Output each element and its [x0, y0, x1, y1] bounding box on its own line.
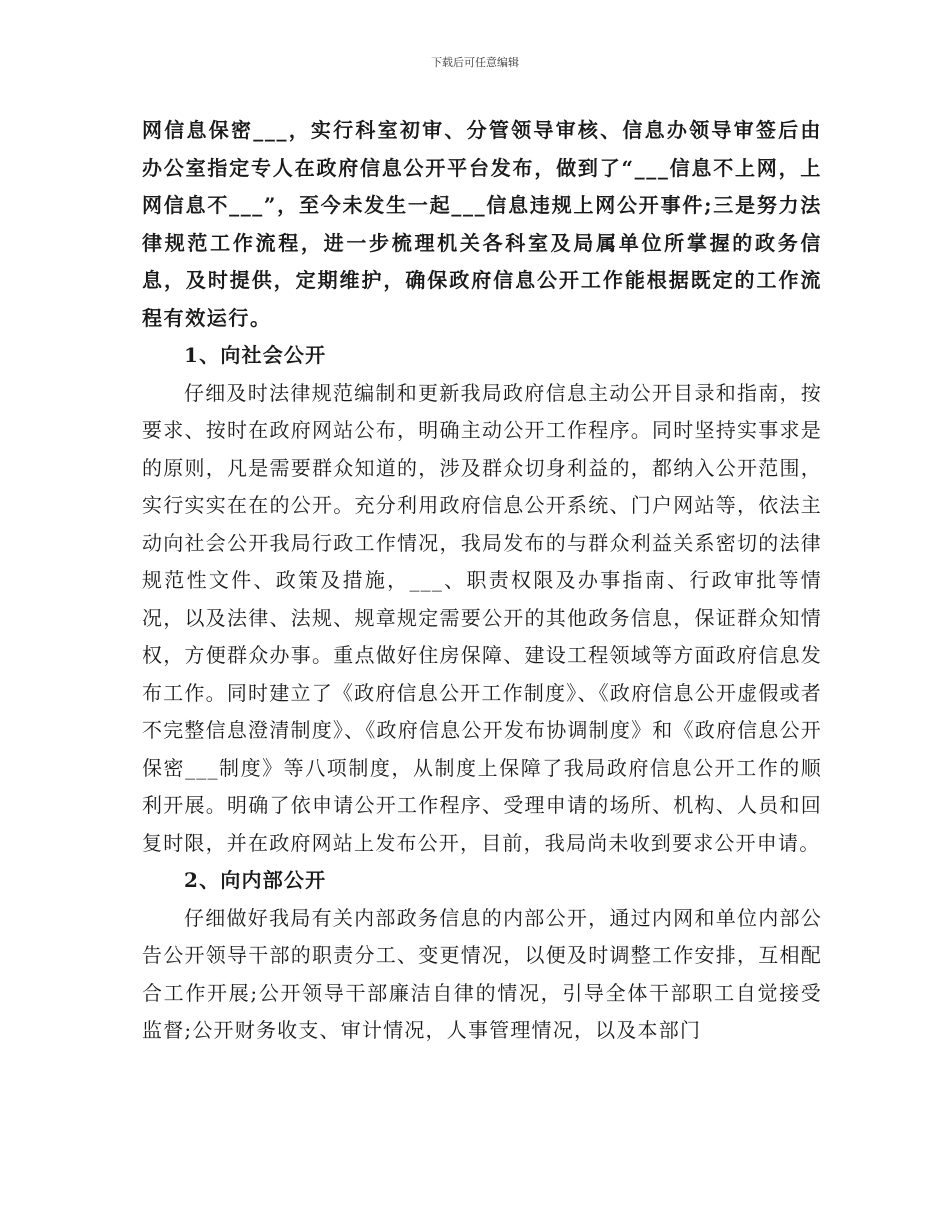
paragraph-public-disclosure: 仔细及时法律规范编制和更新我局政府信息主动公开目录和指南，按要求、按时在政府网站公布，明确主动公开工作程序。同时坚持实事求是的原则，凡是需要群众知道的，涉及群众切身利益的，都纳入公开范围，实行实实在在的公开。充分利用政府信息公开系统、门户网站等，依法主动向社会公开我局行政工作情况，我局发布的与群众利益关系密切的法律规范性文件、政策及措施，___、职责权限及办事指南、行政审批等情况，以及法律、法规、规章规定需要公开的其他政务信息，保证群众知情权，方便群众办事。重点做好住房保障、建设工程领域等方面政府信息发布工作。同时建立了《政府信息公开工作制度》、《政府信息公开虚假或者不完整信息澄清制度》、《政府信息公开发布协调制度》和《政府信息公开保密___制度》等八项制度，从制度上保障了我局政府信息公开工作的顺利开展。明确了依申请公开工作程序、受理申请的场所、机构、人员和回复时限，并在政府网站上发布公开，目前，我局尚未收到要求公开申请。	[142, 380, 822, 855]
section-heading-1: 1、向社会公开	[184, 343, 327, 367]
section-heading-2: 2、向内部公开	[184, 868, 327, 892]
header-note: 下载后可任意编辑	[431, 56, 519, 69]
paragraph-internal-disclosure: 仔细做好我局有关内部政务信息的内部公开，通过内网和单位内部公告公开领导干部的职责分工、变更情况，以便及时调整工作安排，互相配合工作开展;公开领导干部廉洁自律的情况，引导全体干部职工自觉接受监督;公开财务收支、审计情况，人事管理情况，以及本部门	[142, 905, 822, 1042]
paragraph-continuation: 网信息保密___，实行科室初审、分管领导审核、信息办领导审签后由办公室指定专人在政府信息公开平台发布，做到了“___信息不上网，上网信息不___”，至今未发生一起___信息违规上网公开事件;三是努力法律规范工作流程，进一步梳理机关各科室及局属单位所掌握的政务信息，及时提供，定期维护，确保政府信息公开工作能根据既定的工作流程有效运行。	[142, 118, 822, 330]
document-body	[142, 112, 822, 1050]
